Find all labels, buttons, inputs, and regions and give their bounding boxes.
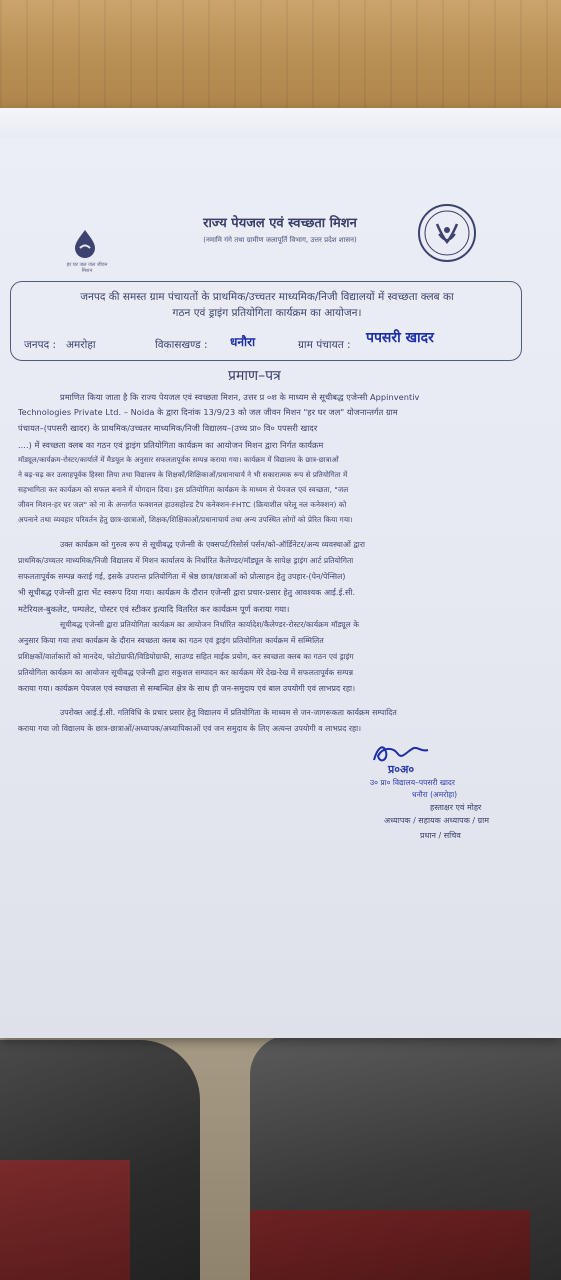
body-line-13: भी सूचीबद्ध एजेन्सी द्वारा भेंट स्वरूप दिया गया। कार्यक्रम के दौरान एजेन्सी द्वारा प्रचार-प्रसार हेतु आवश्यक आई.ई.सी.	[18, 588, 356, 597]
body-line-16: अनुसार किया गया तथा कार्यक्रम के दौरान स्वच्छता क्लब का गठन एवं ड्राइंग प्रतियोगिता कार्यक्रम में सम्मिलित	[18, 636, 324, 645]
body-line-9: अपनाने तथा व्यवहार परिवर्तन हेतु छात्र-छात्राओं, शिक्षक/शिक्षिकाओं/प्रधानाचार्य तथा अन्य उपस्थित लोगों को प्रेरित किया गया।	[18, 515, 353, 524]
body-line-8: जीवन मिशन-हर घर जल" को ना के अन्तर्गत फक्शनल हाउसहोल्ड टैप कनेक्शन-FHTC (क्रियाशील घरेलू नल कनेक्शन) को	[18, 500, 347, 509]
body-line-11: प्राथमिक/उच्चतर माध्यमिक/निजी विद्यालय में मिशन कार्यालय के निर्धारित कैलेण्डर/मॉड्यूल के सापेक्ष ड्राइंग आर्ट प्रतियोगिता	[18, 556, 354, 565]
logo-caption: हर घर जल जल जीवन मिशन	[66, 262, 108, 274]
panchayat-value: पपसरी खादर	[366, 330, 434, 346]
up-government-seal-icon	[418, 204, 476, 262]
stamp-label: प्र०अ०	[388, 763, 415, 776]
body-line-10: उक्त कार्यक्रम को गुरुत्व रूप से सूचीबद्ध एजेन्सी के एक्सपर्ट/रिसोर्स पर्सन/को-ऑर्डिनेटर/अन्य व्यवस्थाओं द्वारा	[60, 540, 366, 549]
district-label: जनपद :	[24, 339, 57, 351]
body-line-1: प्रमाणित किया जाता है कि राज्य पेयजल एवं स्वच्छता मिशन, उत्तर प्र ०श के माध्यम से सूचीबद्ध एजेन्सी Appinventiv	[60, 392, 420, 402]
block-label: विकासखण्ड :	[155, 339, 208, 351]
district-value: अमरोहा	[66, 339, 96, 351]
water-drop-logo-icon	[70, 228, 100, 258]
body-line-3: पंचायत–(पपसरी खादर) के प्राथमिक/उच्चतर माध्यमिक/निजी विद्यालय–(उच्च प्रा० वि० पपसरी खादर	[18, 423, 318, 433]
paper-fold	[0, 108, 561, 138]
signature-line-3: प्रधान / सचिव	[420, 831, 461, 840]
program-title-line2: गठन एवं ड्राइंग प्रतियोगिता कार्यक्रम का आयोजन।	[172, 307, 362, 319]
body-line-15: सूचीबद्ध एजेन्सी द्वारा प्रतियोगिता कार्यक्रम का आयोजन निर्धारित कार्यादेश/कैलेण्डर-रोस्टर/कार्यक्रम मॉड्यूल के	[60, 620, 360, 629]
program-title-line1: जनपद की समस्त ग्राम पंचायतों के प्राथमिक/उच्चतर माध्यमिक/निजी विद्यालयों में स्वच्छता क्लब का	[80, 291, 454, 303]
body-line-18: प्रतियोगिता कार्यक्रम का आयोजन सूचीबद्ध एजेन्सी द्वारा सकुशल सम्पादन कर कार्यक्रम मेरे देख-रेख में सफलतापूर्वक सम्पन्न	[18, 668, 354, 677]
body-line-12: सफलतापूर्वक सम्पन्न कराई गई, इसके उपरान्त प्रतियोगिता में श्रेष्ठ छात्र/छात्राओं को प्रोत्साहन हेतु उपहार-(पेन/पेन्सिल)	[18, 572, 346, 581]
body-line-21: कराया गया जो विद्यालय के छात्र-छात्राओं/अध्यापक/अध्यापिकाओं एवं जन समुदाय के लिए अत्यन्त उपयोगी व लाभप्रद रहा।	[18, 724, 362, 733]
org-subtitle: (नमामि गंगे तथा ग्रामीण जलापूर्ति विभाग, उत्तर प्रदेश शासन)	[203, 236, 357, 244]
stamp-line-2: धनौरा (अमरोहा)	[412, 790, 458, 799]
certificate-title: प्रमाण–पत्र	[228, 368, 281, 384]
body-line-14: मटेरियल-बुकलेट, पम्पलेट, पोस्टर एवं स्टीकर इत्यादि वितरित कर कार्यक्रम पूर्ण कराया गया।	[18, 604, 290, 614]
org-title: राज्य पेयजल एवं स्वच्छता मिशन	[203, 216, 357, 231]
red-cloth-right	[250, 1210, 530, 1280]
body-line-6: ने बढ़-चढ़ कर उत्साहपूर्वक हिस्सा लिया तथा विद्यालय के शिक्षकों/शिक्षिकाओं/प्रधानाचार्य ने भी सकारात्मक रूप से प्रतियोगिता में	[18, 470, 348, 479]
body-line-19: कराया गया। कार्यक्रम पेयजल एवं स्वच्छता से सम्बन्धित क्षेत्र के साथ ही जन-समुदाय एवं बाल उपयोगी एवं लाभप्रद रहा।	[18, 684, 356, 693]
body-line-5: मॉड्यूल/कार्यक्रम-रोस्टर/कार्यालें में मैडयूल के अनुसार सफलतापूर्वक सम्पन्न कराया गया। कार्यक्रम में विद्यालय के छात्र-छात्राओं	[18, 455, 339, 464]
block-value: धनौरा	[230, 335, 256, 349]
body-line-7: सहभागिता कर कार्यक्रम को सफल बनाने में योगदान दिया। इस प्रतियोगिता कार्यक्रम के माध्यम से पेयजल एवं स्वच्छता, "जल	[18, 485, 349, 494]
body-line-2: Technologies Private Ltd. – Noida के द्वारा दिनांक 13/9/23 को जल जीवन मिशन "हर घर जल" योजनान्तर्गत ग्राम	[18, 407, 398, 417]
body-line-4: ....) में स्वच्छता क्लब का गठन एवं ड्राइंग प्रतियोगिता कार्यक्रम का आयोजन मिशन द्वारा निर्गत कार्यक्रम	[18, 440, 324, 450]
red-cloth	[0, 1160, 130, 1280]
body-line-17: प्रशिक्षकों/वार्ताकारों को मानदेय, फोटोग्राफी/विडियोग्राफी, साउण्ड सहित माईक प्रयोग, कर स्वच्छता क्लब का गठन एवं ड्राइंग	[18, 652, 354, 661]
panchayat-label: ग्राम पंचायत :	[298, 339, 351, 351]
signature-line-1: हस्ताक्षर एवं मोहर	[430, 803, 482, 812]
stamp-line-1: उ० प्रा० विद्यालय–पपसरी खादर	[370, 778, 455, 787]
signature-line-2: अध्यापक / सहायक अध्यापक / ग्राम	[384, 816, 490, 825]
body-line-20: उपरोक्त आई.ई.सी. गतिविधि के प्रचार प्रसार हेतु विद्यालय में प्रतियोगिता के माध्यम से जन-जागरूकता कार्यक्रम सम्पादित	[60, 708, 397, 717]
